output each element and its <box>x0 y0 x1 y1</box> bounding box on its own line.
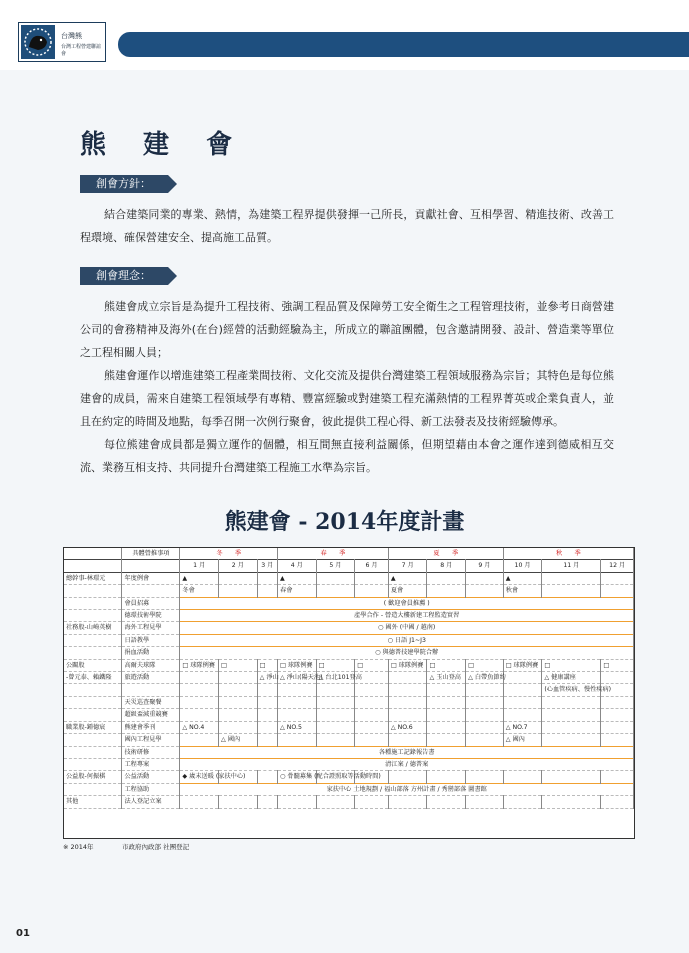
row-cell <box>427 721 466 733</box>
row-cell <box>355 734 389 746</box>
row-group-label <box>64 684 122 696</box>
row-cell <box>503 709 542 721</box>
row-cell <box>503 771 542 783</box>
row-cell <box>388 684 427 696</box>
footnote-year: ※ 2014年 <box>63 843 94 851</box>
row-cell <box>355 572 389 584</box>
plan-table <box>63 547 635 839</box>
row-group-label <box>64 696 122 708</box>
row-group-label <box>64 585 122 597</box>
row-cell <box>316 709 355 721</box>
table-row <box>64 709 634 721</box>
row-cell <box>542 572 601 584</box>
row-group-label <box>64 597 122 609</box>
row-cell <box>466 796 504 808</box>
month-header: 6 月 <box>355 560 389 572</box>
table-row <box>64 672 634 684</box>
row-cell <box>355 796 389 808</box>
row-item-label: 海外工程見學 <box>122 622 180 634</box>
row-cell: △ 健康講座 <box>542 672 601 684</box>
row-cell <box>180 696 219 708</box>
row-cell <box>278 734 317 746</box>
table-header-cell <box>122 560 180 572</box>
row-cell <box>466 585 504 597</box>
row-cell <box>257 709 277 721</box>
row-group-label: 職業股-鍾德宸 <box>64 721 122 733</box>
row-cell <box>355 709 389 721</box>
table-header-cell: 具體營推事項 <box>122 548 180 560</box>
row-item-label: 日語教學 <box>122 634 180 646</box>
row-group-label: 其他 <box>64 796 122 808</box>
row-cell: □ <box>542 659 601 671</box>
table-row <box>64 783 634 795</box>
row-cell: □ <box>316 659 355 671</box>
row-cell: △ NO.4 <box>180 721 219 733</box>
row-item-label: 公益活動 <box>122 771 180 783</box>
row-group-label <box>64 783 122 795</box>
season-header: 冬 季 <box>180 548 278 560</box>
row-cell: ▲ <box>278 572 317 584</box>
row-cell: □ <box>601 659 634 671</box>
row-item-label: 會員招募 <box>122 597 180 609</box>
footnote-registration: 市政府內政部 社團登記 <box>122 843 190 851</box>
row-cell <box>542 734 601 746</box>
header-banner <box>118 32 689 57</box>
row-group-label: 總幹事-林璟元 <box>64 572 122 584</box>
row-cell: 夏會 <box>388 585 427 597</box>
row-cell: △ 國內 <box>219 734 258 746</box>
table-row <box>64 572 634 584</box>
table-header-cell <box>64 548 122 560</box>
row-cell <box>542 585 601 597</box>
row-cell: □ 球隊例賽 <box>278 659 317 671</box>
row-cell: □ <box>219 659 258 671</box>
row-cell <box>542 696 601 708</box>
row-item-label: 工程專案 <box>122 758 180 770</box>
season-header: 春 季 <box>278 548 389 560</box>
table-row <box>64 771 634 783</box>
row-cell <box>388 734 427 746</box>
row-cell <box>388 709 427 721</box>
row-cell: △ 國內 <box>503 734 542 746</box>
month-header: 11 月 <box>542 560 601 572</box>
month-header: 1 月 <box>180 560 219 572</box>
row-cell <box>466 709 504 721</box>
row-cell <box>278 684 317 696</box>
row-cell <box>427 796 466 808</box>
month-header: 12 月 <box>601 560 634 572</box>
row-item-label <box>122 684 180 696</box>
row-cell <box>427 585 466 597</box>
row-cell <box>388 796 427 808</box>
row-cell <box>278 796 317 808</box>
table-row <box>64 746 634 758</box>
table-row <box>64 659 634 671</box>
row-cell <box>257 585 277 597</box>
row-cell <box>355 721 389 733</box>
row-cell: ▲ <box>388 572 427 584</box>
row-cell <box>601 672 634 684</box>
table-row <box>64 734 634 746</box>
season-header: 秋 季 <box>503 548 633 560</box>
page-number: 01 <box>16 928 30 939</box>
row-cell: □ 球隊例賽 <box>180 659 219 671</box>
row-cell: △ NO.6 <box>388 721 427 733</box>
row-item-label: 德璟技術學院 <box>122 610 180 622</box>
row-cell: (心血管疾病、慢性疾病) <box>542 684 601 696</box>
month-header: 7 月 <box>388 560 427 572</box>
table-row <box>64 647 634 659</box>
row-cell: ○ 骨髓募集 (配合證照取等活動時間) <box>278 771 317 783</box>
row-cell <box>219 796 258 808</box>
row-cell <box>180 734 219 746</box>
row-cell: □ 球隊例賽 <box>503 659 542 671</box>
row-item-label: 高爾夫球隊 <box>122 659 180 671</box>
mission-paragraph: 結合建築同業的專業、熱情，為建築工程界提供發揮一己所長，貢獻社會、互相學習、精進技術、改善工程環境、確保營建安全、提高施工品質。 <box>80 208 614 244</box>
row-span-cell: ○ 日語 J1~J3 <box>180 634 634 646</box>
row-cell <box>601 709 634 721</box>
row-cell <box>219 572 258 584</box>
row-cell: △ 淨山(陽天池) <box>278 672 317 684</box>
logo-subtext: 台灣工程營建聯誼會 <box>61 44 102 57</box>
plan-title: 熊建會 - 2014年度計畫 <box>224 509 465 535</box>
row-span-cell: 各種施工記錄報告書 <box>180 746 634 758</box>
row-item-label: 技術研修 <box>122 746 180 758</box>
row-span-cell: 清江案 / 德普案 <box>180 758 634 770</box>
row-cell: ▲ <box>503 572 542 584</box>
table-row <box>64 597 634 609</box>
row-group-label <box>64 709 122 721</box>
row-cell <box>542 721 601 733</box>
row-span-cell: 產學合作 - 營造大樓新建工程監造實習 <box>180 610 634 622</box>
row-cell <box>466 721 504 733</box>
row-cell <box>427 734 466 746</box>
month-header: 3 月 <box>257 560 277 572</box>
row-cell <box>257 734 277 746</box>
row-cell <box>503 684 542 696</box>
row-cell <box>388 771 427 783</box>
row-cell <box>316 572 355 584</box>
row-group-label: 公關股 <box>64 659 122 671</box>
row-cell <box>542 771 601 783</box>
row-cell: 冬會 <box>180 585 219 597</box>
row-cell <box>601 572 634 584</box>
row-cell <box>180 684 219 696</box>
row-cell <box>427 771 466 783</box>
row-cell <box>219 585 258 597</box>
month-header: 9 月 <box>466 560 504 572</box>
month-header: 8 月 <box>427 560 466 572</box>
row-cell: △ NO.5 <box>278 721 317 733</box>
table-header-cell <box>64 560 122 572</box>
row-cell <box>257 796 277 808</box>
row-cell: □ <box>355 659 389 671</box>
row-cell <box>316 796 355 808</box>
row-cell <box>257 696 277 708</box>
table-row <box>64 696 634 708</box>
page-title: 熊 建 會 <box>80 130 247 160</box>
philosophy-paragraph-2: 熊建會運作以增進建築工程產業間技術、文化交流及提供台灣建築工程領域服務為宗旨；其特色是每位熊建會的成員，需來自建築工程領域學有專精、豐富經驗或對建築工程充滿熱情的工程界菁英或企業負責人，並且在約定的時間及地點，每季召開一次例行聚會，彼此提供工程心得、新工法發表及技術經驗傳承。 <box>80 369 614 428</box>
row-cell <box>427 684 466 696</box>
row-group-label <box>64 647 122 659</box>
row-cell: □ <box>427 659 466 671</box>
month-header: 4 月 <box>278 560 317 572</box>
row-cell <box>278 696 317 708</box>
logo-text: 台灣熊 <box>61 32 82 40</box>
row-group-label <box>64 734 122 746</box>
row-cell <box>503 672 542 684</box>
row-group-label <box>64 610 122 622</box>
row-item-label <box>122 585 180 597</box>
row-item-label: 年度例會 <box>122 572 180 584</box>
row-cell <box>427 696 466 708</box>
philosophy-paragraph-3: 每位熊建會成員都是獨立運作的個體，相互間無直接利益關係，但期望藉由本會之運作達到德威相互交流、業務互相支持、共同提升台灣建築工程施工水準為宗旨。 <box>80 438 614 474</box>
row-cell: △ 玉山登高 <box>427 672 466 684</box>
row-cell <box>542 709 601 721</box>
philosophy-paragraph-1: 熊建會成立宗旨是為提升工程技術、強調工程品質及保障勞工安全衛生之工程管理技術，並參考日商營建公司的會務精神及海外(在台)經營的活動經驗為主，所成立的聯誼團體，包含邀請開發、設計、營造業等單位之工程相關人員； <box>80 300 614 359</box>
section-label-philosophy: 創會理念： <box>80 267 196 285</box>
row-cell <box>601 696 634 708</box>
row-cell <box>466 734 504 746</box>
table-row <box>64 684 634 696</box>
row-cell: 秋會 <box>503 585 542 597</box>
row-cell <box>601 734 634 746</box>
row-cell <box>257 771 277 783</box>
row-cell <box>219 672 258 684</box>
row-item-label: 天災巡查聚餐 <box>122 696 180 708</box>
row-cell <box>601 585 634 597</box>
table-row <box>64 622 634 634</box>
row-group-label <box>64 634 122 646</box>
table-month-row <box>64 560 634 572</box>
row-cell: △ NO.7 <box>503 721 542 733</box>
row-cell <box>503 796 542 808</box>
row-cell <box>316 734 355 746</box>
row-span-cell: ○ 國外 (中國 / 越南) <box>180 622 634 634</box>
row-cell: △ 台北101登高 <box>316 672 355 684</box>
row-cell <box>466 771 504 783</box>
logo <box>18 22 106 62</box>
row-cell: ◆ 歲末送暖 (家扶中心) <box>180 771 219 783</box>
row-item-label: 法人登記立案 <box>122 796 180 808</box>
row-cell <box>427 572 466 584</box>
row-cell: △ 淨山 <box>257 672 277 684</box>
row-item-label: 捐血活動 <box>122 647 180 659</box>
row-cell <box>180 709 219 721</box>
row-cell <box>355 585 389 597</box>
table-header-row <box>64 548 634 560</box>
section-label-mission: 創會方針： <box>80 175 196 193</box>
row-cell <box>316 696 355 708</box>
table-row <box>64 796 634 808</box>
row-cell: □ 球隊例賽 <box>388 659 427 671</box>
row-cell <box>278 709 317 721</box>
row-span-cell: ○ 與德普技建學院合辦 <box>180 647 634 659</box>
row-cell <box>316 585 355 597</box>
row-cell: 春會 <box>278 585 317 597</box>
month-header: 10 月 <box>503 560 542 572</box>
row-cell <box>219 684 258 696</box>
row-cell <box>427 709 466 721</box>
row-cell <box>219 721 258 733</box>
row-group-label: -曾元泰、賴鐵隆 <box>64 672 122 684</box>
row-cell: ▲ <box>180 572 219 584</box>
row-group-label <box>64 758 122 770</box>
month-header: 5 月 <box>316 560 355 572</box>
table-row <box>64 585 634 597</box>
season-header: 夏 季 <box>388 548 503 560</box>
row-cell <box>180 796 219 808</box>
row-item-label: 國內工程見學 <box>122 734 180 746</box>
row-cell <box>257 684 277 696</box>
row-cell <box>219 696 258 708</box>
table-row <box>64 721 634 733</box>
row-cell <box>601 771 634 783</box>
row-cell: △ 白帶魚節約 <box>466 672 504 684</box>
row-cell <box>316 721 355 733</box>
row-span-cell: ( 歡迎會員推薦 ) <box>180 597 634 609</box>
row-cell <box>601 721 634 733</box>
table-row <box>64 634 634 646</box>
row-cell <box>388 672 427 684</box>
row-item-label: 工程協助 <box>122 783 180 795</box>
row-cell <box>257 721 277 733</box>
month-header: 2 月 <box>219 560 258 572</box>
row-group-label: 社務股-山崎英樹 <box>64 622 122 634</box>
row-cell: □ <box>257 659 277 671</box>
row-item-label: 熊建會季刊 <box>122 721 180 733</box>
row-cell <box>466 696 504 708</box>
row-cell <box>257 572 277 584</box>
row-cell <box>355 696 389 708</box>
row-cell <box>466 684 504 696</box>
table-row <box>64 610 634 622</box>
row-cell <box>466 572 504 584</box>
row-group-label: 公益股-何振棋 <box>64 771 122 783</box>
row-span-cell: 家扶中心 土地規劃 / 福山部落 方州計畫 / 秀巒部落 圖書館 <box>180 783 634 795</box>
row-item-label: 旅遊活動 <box>122 672 180 684</box>
row-cell <box>219 709 258 721</box>
row-group-label <box>64 746 122 758</box>
row-cell <box>388 696 427 708</box>
row-cell <box>601 796 634 808</box>
header <box>0 0 689 70</box>
bear-logo-icon <box>21 25 55 59</box>
row-item-label: 超級盃減重競賽 <box>122 709 180 721</box>
row-cell <box>355 684 389 696</box>
table-row <box>64 758 634 770</box>
row-cell: □ <box>466 659 504 671</box>
row-cell <box>542 796 601 808</box>
row-cell <box>316 684 355 696</box>
row-cell <box>180 672 219 684</box>
row-cell <box>503 696 542 708</box>
